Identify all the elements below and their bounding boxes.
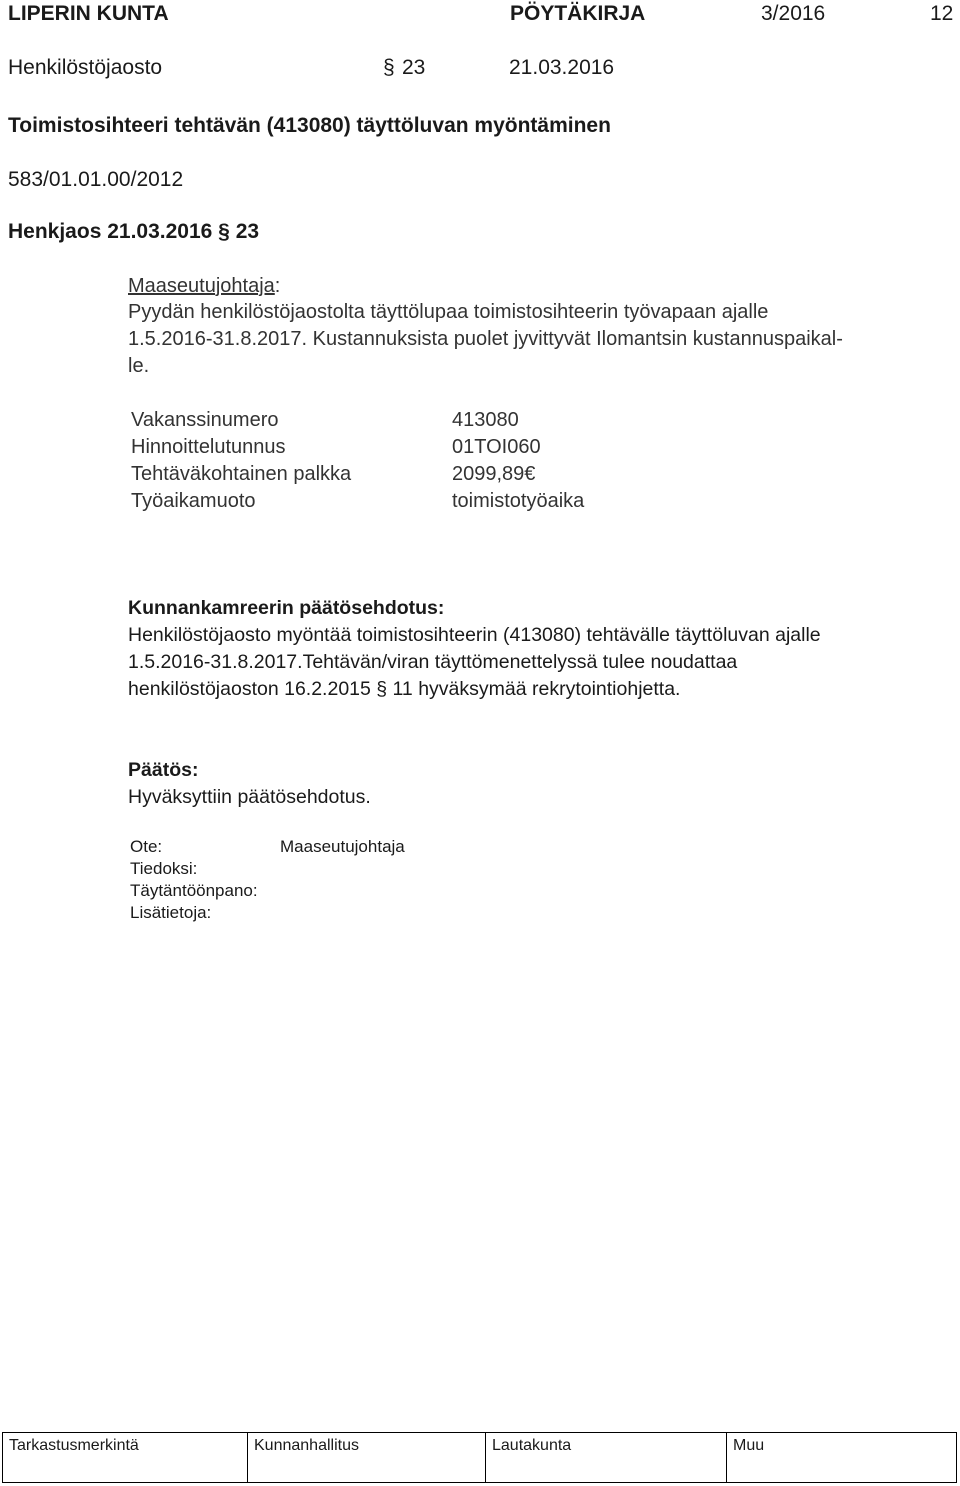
section-number: 23 xyxy=(402,56,426,79)
distribution-label: Lisätietoja: xyxy=(130,903,212,922)
meeting-reference xyxy=(8,220,259,244)
detail-label: Tehtäväkohtainen palkka xyxy=(131,463,352,485)
footer-cell: Kunnanhallitus xyxy=(248,1433,486,1483)
detail-label: Työaikamuoto xyxy=(131,490,256,512)
detail-value: 01TOI060 xyxy=(452,436,541,458)
distribution-label: Täytäntöönpano: xyxy=(130,881,258,900)
preparer-text-line-1: Pyydän henkilöstöjaostolta täyttölupaa toimistosihteerin työvapaan ajalle xyxy=(128,301,769,323)
distribution-label: Ote: xyxy=(130,837,163,856)
detail-value: toimistotyöaika xyxy=(452,490,585,512)
document-type: PÖYTÄKIRJA xyxy=(510,2,646,25)
meeting-ref-section: 23 xyxy=(235,220,260,243)
record-number: 583/01.01.00/2012 xyxy=(8,168,184,191)
distribution-value: Maaseutujohtaja xyxy=(280,837,405,856)
detail-label: Vakanssinumero xyxy=(131,409,279,431)
footer-cell: Muu xyxy=(727,1433,957,1483)
document-number: 3/2016 xyxy=(761,2,826,25)
proposal-line-1: Henkilöstöjaosto myöntää toimistosihteerin (413080) tehtävälle täyttöluvan ajalle xyxy=(128,624,821,646)
page-number: 12 xyxy=(930,2,954,25)
meeting-ref-prefix: Henkjaos 21.03.2016 xyxy=(8,220,213,243)
footer-table xyxy=(2,1432,957,1483)
proposal-line-3: henkilöstöjaoston 16.2.2015 § 11 hyväksymää rekrytointiohjetta. xyxy=(128,678,681,700)
section-sign: § xyxy=(383,56,395,79)
footer-cell: Lautakunta xyxy=(486,1433,727,1483)
meeting-body: Henkilöstöjaosto xyxy=(8,56,163,79)
preparer-label: Maaseutujohtaja xyxy=(128,275,275,297)
detail-label: Hinnoittelutunnus xyxy=(131,436,286,458)
decision-text: Hyväksyttiin päätösehdotus. xyxy=(128,786,371,808)
proposal-line-2: 1.5.2016-31.8.2017.Tehtävän/viran täyttömenettelyssä tulee noudattaa xyxy=(128,651,738,673)
preparer-text-line-2: 1.5.2016-31.8.2017. Kustannuksista puolet jyvittyvät Ilomantsin kustannuspaikal- xyxy=(128,328,843,350)
page-title: Toimistosihteeri tehtävän (413080) täyttöluvan myöntäminen xyxy=(8,114,611,137)
preparer-label-colon: : xyxy=(274,275,281,297)
footer-cell: Tarkastusmerkintä xyxy=(3,1433,248,1483)
proposal-heading: Kunnankamreerin päätösehdotus: xyxy=(128,597,445,619)
municipality-name: LIPERIN KUNTA xyxy=(8,2,169,25)
detail-value: 2099,89€ xyxy=(452,463,536,485)
detail-value: 413080 xyxy=(452,409,519,431)
decision-heading: Päätös: xyxy=(128,759,199,781)
meeting-ref-section-sign: § xyxy=(218,220,230,243)
distribution-label: Tiedoksi: xyxy=(130,859,198,878)
preparer-text-line-3: le. xyxy=(128,355,150,377)
preparer-label-line xyxy=(128,275,280,298)
meeting-date: 21.03.2016 xyxy=(509,56,615,79)
